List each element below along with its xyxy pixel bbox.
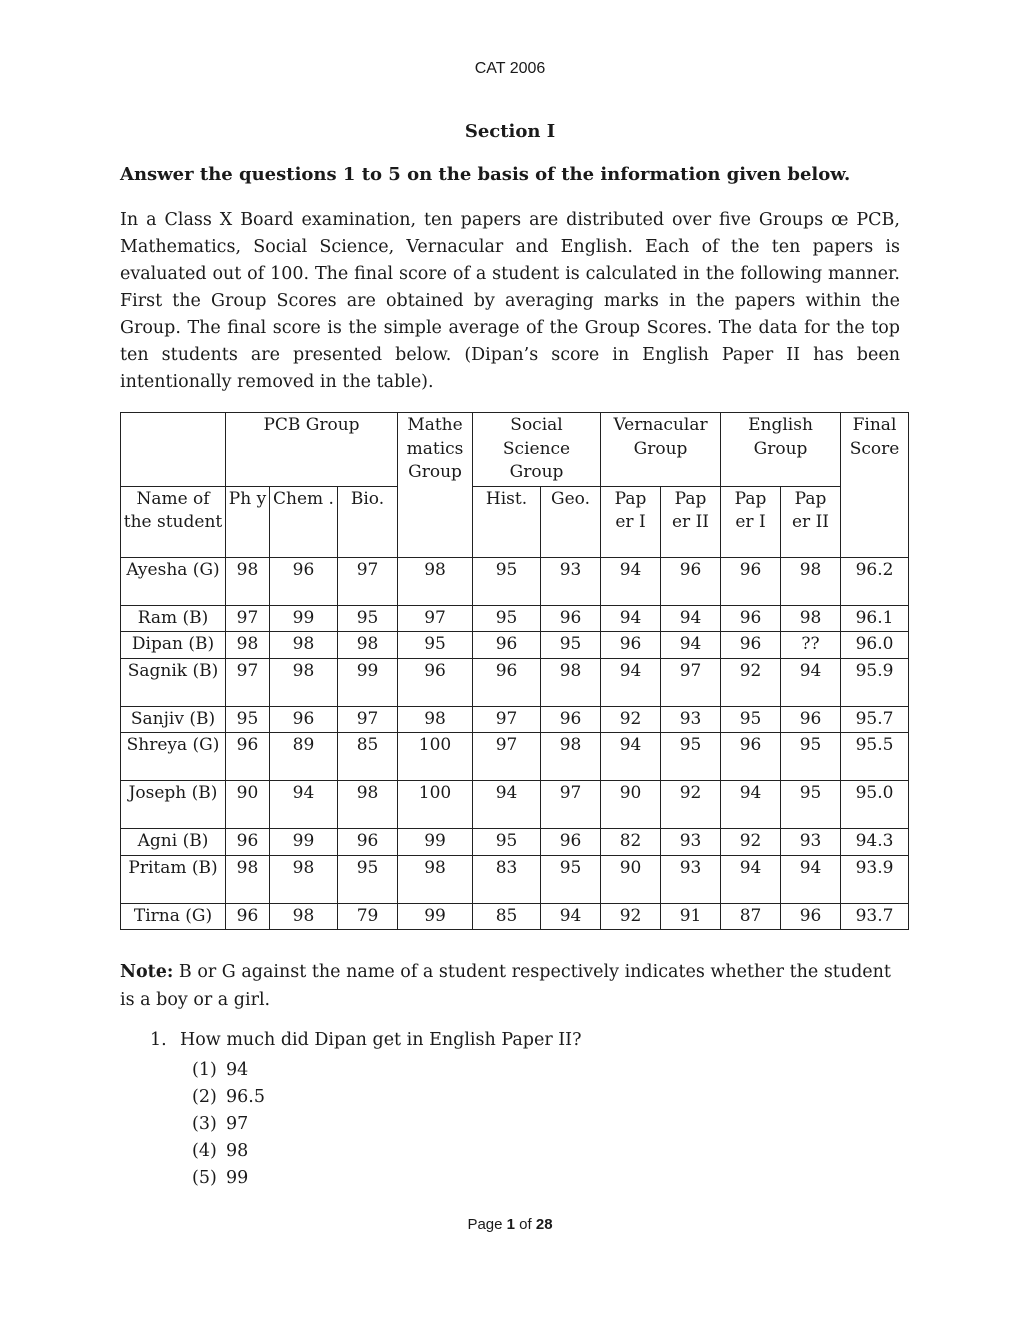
group-header-english: English Group	[721, 413, 841, 487]
col-header-eng-paper1: Pap er I	[721, 486, 781, 557]
score-cell-vern1: 92	[601, 706, 661, 733]
score-cell-phy: 98	[226, 557, 270, 605]
footer-of-word: of	[515, 1216, 536, 1233]
instruction-heading: Answer the questions 1 to 5 on the basis of the information given below.	[120, 164, 851, 185]
score-cell-math: 95	[398, 632, 473, 659]
score-cell-eng2: 98	[781, 605, 841, 632]
score-cell-geo: 96	[541, 706, 601, 733]
student-name-cell: Sanjiv (B)	[121, 706, 226, 733]
option-number: (1)	[192, 1060, 217, 1080]
col-header-eng-paper2: Pap er II	[781, 486, 841, 557]
score-cell-phy: 97	[226, 658, 270, 706]
score-cell-eng1: 92	[721, 658, 781, 706]
score-cell-final: 93.9	[841, 855, 909, 903]
student-name-cell: Tirna (G)	[121, 903, 226, 930]
score-cell-final: 95.5	[841, 733, 909, 781]
score-cell-chem: 94	[270, 781, 338, 829]
table-row	[121, 733, 909, 781]
group-header-math: Mathe matics Group	[398, 413, 473, 558]
note	[120, 958, 900, 1014]
student-name-cell: Sagnik (B)	[121, 658, 226, 706]
student-name-cell: Joseph (B)	[121, 781, 226, 829]
option-text: 96.5	[226, 1087, 265, 1107]
score-cell-hist: 83	[473, 855, 541, 903]
score-cell-math: 99	[398, 903, 473, 930]
score-cell-eng2: 94	[781, 855, 841, 903]
scores-table	[120, 412, 909, 930]
table-row	[121, 903, 909, 930]
score-cell-eng1: 96	[721, 605, 781, 632]
option-number: (3)	[192, 1114, 217, 1134]
score-cell-bio: 97	[338, 557, 398, 605]
score-cell-geo: 98	[541, 658, 601, 706]
score-cell-final: 96.0	[841, 632, 909, 659]
page-header: CAT 2006	[474, 60, 546, 77]
score-cell-math: 98	[398, 706, 473, 733]
corner-cell	[121, 413, 226, 487]
col-header-vern-paper2: Pap er II	[661, 486, 721, 557]
score-cell-vern2: 91	[661, 903, 721, 930]
student-name-cell: Agni (B)	[121, 829, 226, 856]
score-cell-math: 99	[398, 829, 473, 856]
score-cell-vern2: 95	[661, 733, 721, 781]
score-cell-vern2: 94	[661, 632, 721, 659]
score-cell-vern1: 82	[601, 829, 661, 856]
option-item	[192, 1165, 265, 1192]
score-cell-chem: 98	[270, 903, 338, 930]
score-cell-vern1: 96	[601, 632, 661, 659]
score-cell-phy: 96	[226, 903, 270, 930]
score-cell-vern1: 90	[601, 781, 661, 829]
score-cell-final: 93.7	[841, 903, 909, 930]
score-cell-bio: 85	[338, 733, 398, 781]
student-name-cell: Dipan (B)	[121, 632, 226, 659]
question-number: 1.	[150, 1030, 167, 1050]
student-name-cell: Pritam (B)	[121, 855, 226, 903]
score-cell-hist: 96	[473, 632, 541, 659]
score-cell-chem: 99	[270, 605, 338, 632]
score-cell-hist: 95	[473, 557, 541, 605]
score-cell-vern1: 94	[601, 733, 661, 781]
score-cell-hist: 94	[473, 781, 541, 829]
score-cell-vern2: 93	[661, 855, 721, 903]
score-cell-chem: 89	[270, 733, 338, 781]
score-cell-math: 98	[398, 557, 473, 605]
score-cell-geo: 96	[541, 829, 601, 856]
table-row	[121, 855, 909, 903]
option-text: 94	[226, 1060, 249, 1080]
score-cell-final: 96.2	[841, 557, 909, 605]
score-cell-phy: 96	[226, 829, 270, 856]
score-cell-hist: 96	[473, 658, 541, 706]
score-cell-math: 98	[398, 855, 473, 903]
option-item	[192, 1111, 265, 1138]
score-cell-vern1: 94	[601, 557, 661, 605]
col-header-geo: Geo.	[541, 486, 601, 557]
score-cell-phy: 95	[226, 706, 270, 733]
score-cell-eng1: 96	[721, 632, 781, 659]
option-number: (2)	[192, 1087, 217, 1107]
score-cell-final: 95.7	[841, 706, 909, 733]
group-header-social: Social Science Group	[473, 413, 601, 487]
option-number: (5)	[192, 1168, 217, 1188]
score-cell-bio: 95	[338, 855, 398, 903]
score-cell-geo: 97	[541, 781, 601, 829]
student-name-cell: Ayesha (G)	[121, 557, 226, 605]
score-cell-eng2: 95	[781, 781, 841, 829]
score-cell-vern1: 94	[601, 658, 661, 706]
score-cell-hist: 85	[473, 903, 541, 930]
table-row	[121, 829, 909, 856]
score-cell-phy: 97	[226, 605, 270, 632]
score-cell-hist: 95	[473, 829, 541, 856]
score-cell-eng2: 98	[781, 557, 841, 605]
score-cell-geo: 93	[541, 557, 601, 605]
option-number: (4)	[192, 1141, 217, 1161]
footer-page-number: 1	[506, 1216, 515, 1233]
score-cell-vern1: 90	[601, 855, 661, 903]
score-cell-math: 97	[398, 605, 473, 632]
col-header-hist: Hist.	[473, 486, 541, 557]
group-header-pcb: PCB Group	[226, 413, 398, 487]
score-cell-eng2: 93	[781, 829, 841, 856]
score-cell-final: 94.3	[841, 829, 909, 856]
score-cell-chem: 98	[270, 855, 338, 903]
score-rows	[121, 557, 909, 930]
score-cell-vern2: 97	[661, 658, 721, 706]
score-cell-geo: 95	[541, 632, 601, 659]
note-text: B or G against the name of a student respectively indicates whether the student is a boy or a girl.	[120, 962, 891, 1010]
intro-paragraph: In a Class X Board examination, ten papers are distributed over five Groups œ PCB, Mathematics, Social Science, Vernacular and English. Each of the ten papers is evaluated out of 100. The final score of a student is calculated in the following manner. First the Group Scores are obtained by averaging marks in the papers within the Group. The final score is the simple average of the Group Scores. The data for the top ten students are presented below. (Dipan’s score in English Paper II has been intentionally removed in the table).	[120, 210, 900, 392]
col-header-vern-paper1: Pap er I	[601, 486, 661, 557]
score-cell-bio: 97	[338, 706, 398, 733]
score-cell-bio: 99	[338, 658, 398, 706]
col-header-chem: Chem .	[270, 486, 338, 557]
student-name-cell: Shreya (G)	[121, 733, 226, 781]
score-cell-eng1: 94	[721, 855, 781, 903]
score-cell-phy: 98	[226, 632, 270, 659]
score-cell-vern2: 93	[661, 706, 721, 733]
score-cell-phy: 96	[226, 733, 270, 781]
table-row	[121, 658, 909, 706]
score-cell-chem: 99	[270, 829, 338, 856]
score-cell-eng1: 95	[721, 706, 781, 733]
score-cell-vern2: 92	[661, 781, 721, 829]
table-row	[121, 781, 909, 829]
score-cell-eng1: 96	[721, 733, 781, 781]
score-cell-geo: 94	[541, 903, 601, 930]
col-header-name: Name of the student	[121, 486, 226, 557]
score-cell-math: 100	[398, 781, 473, 829]
col-header-bio: Bio.	[338, 486, 398, 557]
option-item	[192, 1057, 265, 1084]
score-cell-bio: 98	[338, 632, 398, 659]
footer-page-word: Page	[467, 1216, 507, 1233]
score-cell-chem: 96	[270, 557, 338, 605]
score-cell-eng2: 94	[781, 658, 841, 706]
score-cell-eng1: 92	[721, 829, 781, 856]
score-cell-final: 95.0	[841, 781, 909, 829]
score-cell-bio: 96	[338, 829, 398, 856]
student-name-cell: Ram (B)	[121, 605, 226, 632]
table-row	[121, 632, 909, 659]
score-cell-bio: 98	[338, 781, 398, 829]
score-cell-hist: 95	[473, 605, 541, 632]
score-cell-vern1: 94	[601, 605, 661, 632]
score-cell-math: 100	[398, 733, 473, 781]
question-1	[150, 1030, 581, 1050]
score-cell-final: 96.1	[841, 605, 909, 632]
score-cell-vern1: 92	[601, 903, 661, 930]
score-cell-hist: 97	[473, 706, 541, 733]
score-cell-geo: 98	[541, 733, 601, 781]
score-cell-eng2: ??	[781, 632, 841, 659]
score-cell-eng1: 96	[721, 557, 781, 605]
score-cell-chem: 96	[270, 706, 338, 733]
group-header-final: Final Score	[841, 413, 909, 558]
option-text: 97	[226, 1114, 249, 1134]
score-cell-eng1: 94	[721, 781, 781, 829]
score-cell-math: 96	[398, 658, 473, 706]
option-text: 98	[226, 1141, 249, 1161]
note-label: Note:	[120, 962, 174, 982]
score-cell-eng2: 95	[781, 733, 841, 781]
score-cell-phy: 98	[226, 855, 270, 903]
score-cell-final: 95.9	[841, 658, 909, 706]
section-title: Section I	[464, 121, 556, 142]
score-cell-bio: 79	[338, 903, 398, 930]
score-cell-geo: 96	[541, 605, 601, 632]
col-header-phy: Ph y	[226, 486, 270, 557]
page-footer	[0, 1216, 1020, 1233]
table-row	[121, 706, 909, 733]
score-cell-vern2: 93	[661, 829, 721, 856]
option-item	[192, 1084, 265, 1111]
table-row	[121, 605, 909, 632]
answer-options	[192, 1057, 265, 1192]
option-text: 99	[226, 1168, 249, 1188]
score-cell-eng2: 96	[781, 706, 841, 733]
footer-page-total: 28	[535, 1216, 553, 1233]
score-cell-geo: 95	[541, 855, 601, 903]
score-cell-vern2: 96	[661, 557, 721, 605]
score-cell-phy: 90	[226, 781, 270, 829]
score-cell-chem: 98	[270, 632, 338, 659]
score-cell-chem: 98	[270, 658, 338, 706]
option-item	[192, 1138, 265, 1165]
question-text: How much did Dipan get in English Paper II?	[180, 1030, 582, 1050]
score-cell-eng1: 87	[721, 903, 781, 930]
score-cell-bio: 95	[338, 605, 398, 632]
score-cell-vern2: 94	[661, 605, 721, 632]
table-row	[121, 557, 909, 605]
score-cell-hist: 97	[473, 733, 541, 781]
score-cell-eng2: 96	[781, 903, 841, 930]
group-header-vernacular: Vernacular Group	[601, 413, 721, 487]
